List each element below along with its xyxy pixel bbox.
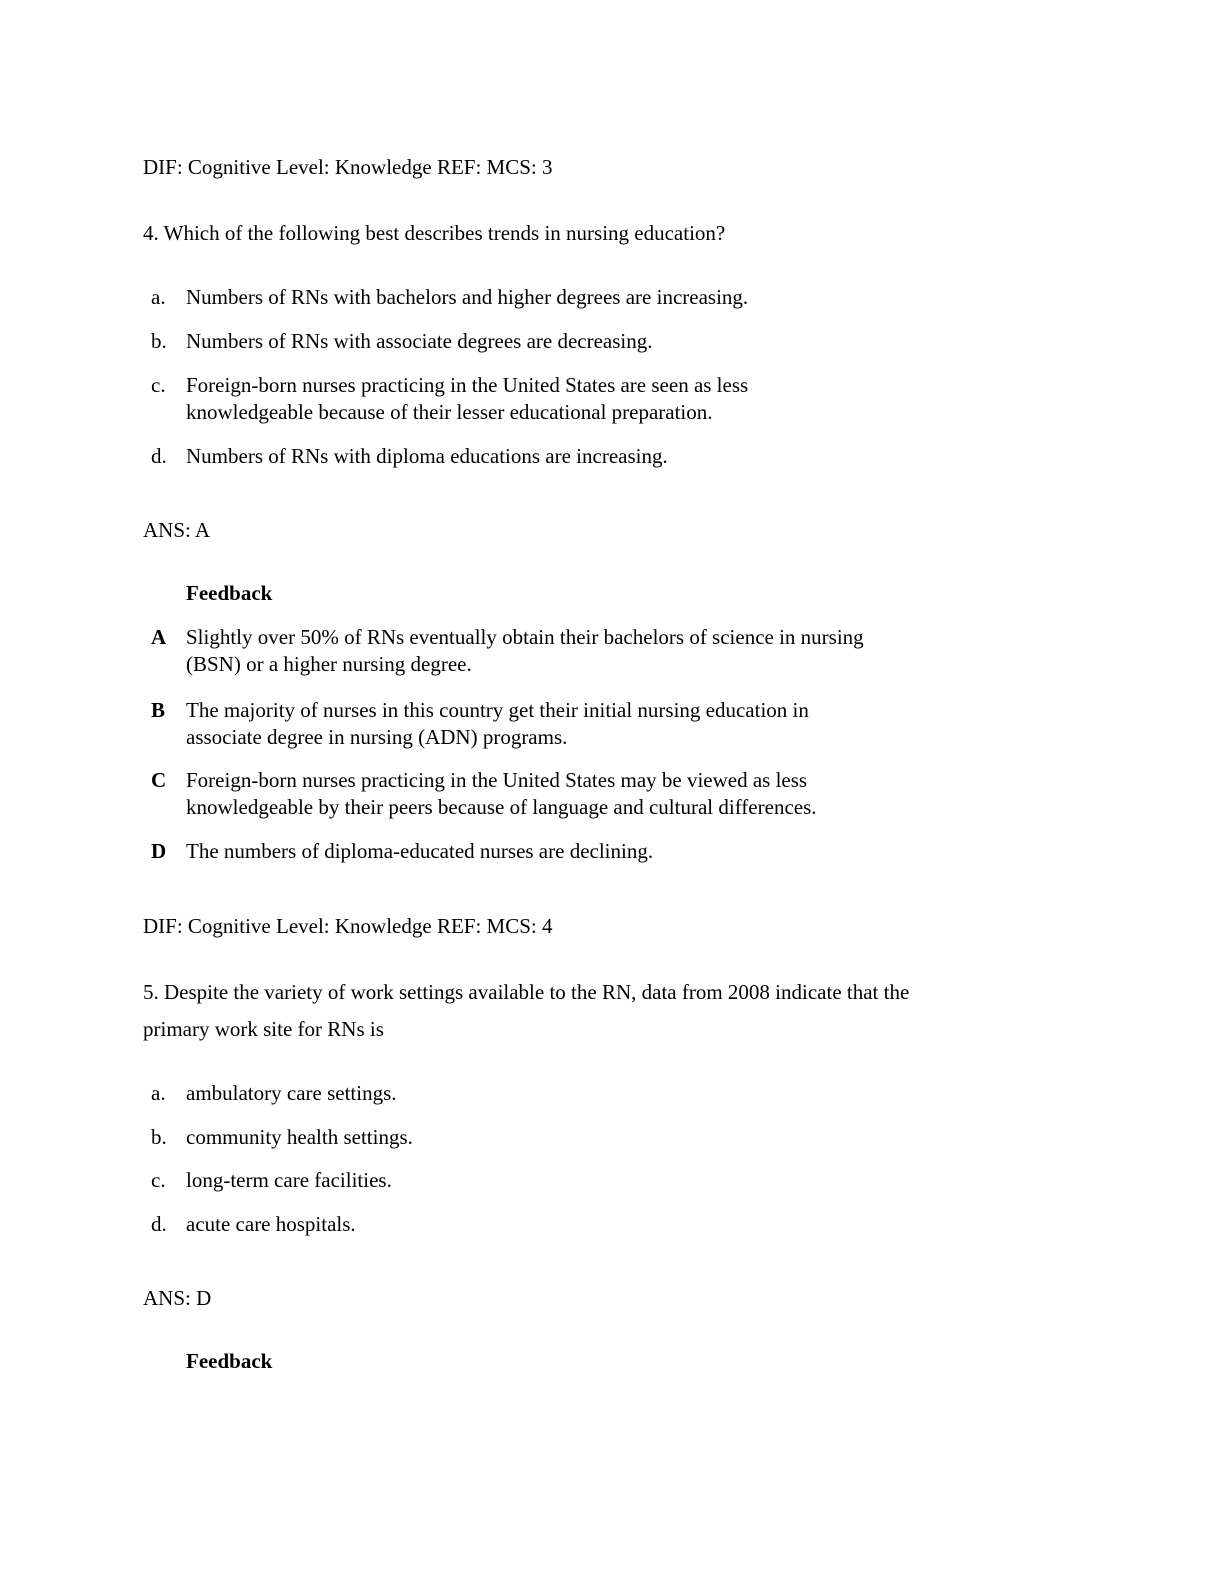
feedback-letter: A: [151, 625, 167, 649]
option-text: Numbers of RNs with associate degrees are decreasing.: [186, 329, 653, 353]
question-5-stem-line-2: primary work site for RNs is: [143, 1017, 384, 1041]
option-text: acute care hospitals.: [186, 1212, 356, 1236]
feedback-text-line-2: knowledgeable by their peers because of language and cultural differences.: [186, 795, 817, 819]
option-letter: d.: [151, 1212, 167, 1236]
question-4-feedback-heading: Feedback: [186, 581, 273, 605]
feedback-text-line-1: The majority of nurses in this country get their initial nursing education in: [186, 698, 809, 722]
option-text: Numbers of RNs with bachelors and higher degrees are increasing.: [186, 285, 749, 309]
dif-line-q4: DIF: Cognitive Level: Knowledge REF: MCS: 4: [143, 914, 553, 938]
option-letter: d.: [151, 444, 167, 468]
question-5-stem-line-1: 5. Despite the variety of work settings available to the RN, data from 2008 indicate that the: [143, 980, 910, 1004]
dif-line-q3: DIF: Cognitive Level: Knowledge REF: MCS: 3: [143, 155, 553, 179]
option-letter: b.: [151, 1125, 167, 1149]
feedback-letter: C: [151, 768, 167, 792]
option-text-line-1: Foreign-born nurses practicing in the United States are seen as less: [186, 373, 749, 397]
question-5-feedback-heading: Feedback: [186, 1349, 273, 1373]
feedback-letter: B: [151, 698, 166, 722]
question-5-answer: ANS: D: [143, 1286, 212, 1310]
feedback-text-line-1: Slightly over 50% of RNs eventually obtain their bachelors of science in nursing: [186, 625, 864, 649]
option-text: community health settings.: [186, 1125, 413, 1149]
option-letter: c.: [151, 373, 166, 397]
option-letter: b.: [151, 329, 167, 353]
feedback-text: The numbers of diploma-educated nurses are declining.: [186, 839, 654, 863]
feedback-text-line-2: associate degree in nursing (ADN) programs.: [186, 725, 568, 749]
option-text: ambulatory care settings.: [186, 1081, 397, 1105]
option-letter: c.: [151, 1168, 166, 1192]
feedback-text-line-1: Foreign-born nurses practicing in the United States may be viewed as less: [186, 768, 808, 792]
option-text: long-term care facilities.: [186, 1168, 392, 1192]
option-text-line-2: knowledgeable because of their lesser educational preparation.: [186, 400, 713, 424]
option-letter: a.: [151, 285, 166, 309]
question-4-stem: 4. Which of the following best describes trends in nursing education?: [143, 221, 726, 245]
question-4-answer: ANS: A: [143, 518, 211, 542]
option-letter: a.: [151, 1081, 166, 1105]
feedback-text-line-2: (BSN) or a higher nursing degree.: [186, 652, 472, 676]
feedback-letter: D: [151, 839, 167, 863]
option-text: Numbers of RNs with diploma educations are increasing.: [186, 444, 668, 468]
